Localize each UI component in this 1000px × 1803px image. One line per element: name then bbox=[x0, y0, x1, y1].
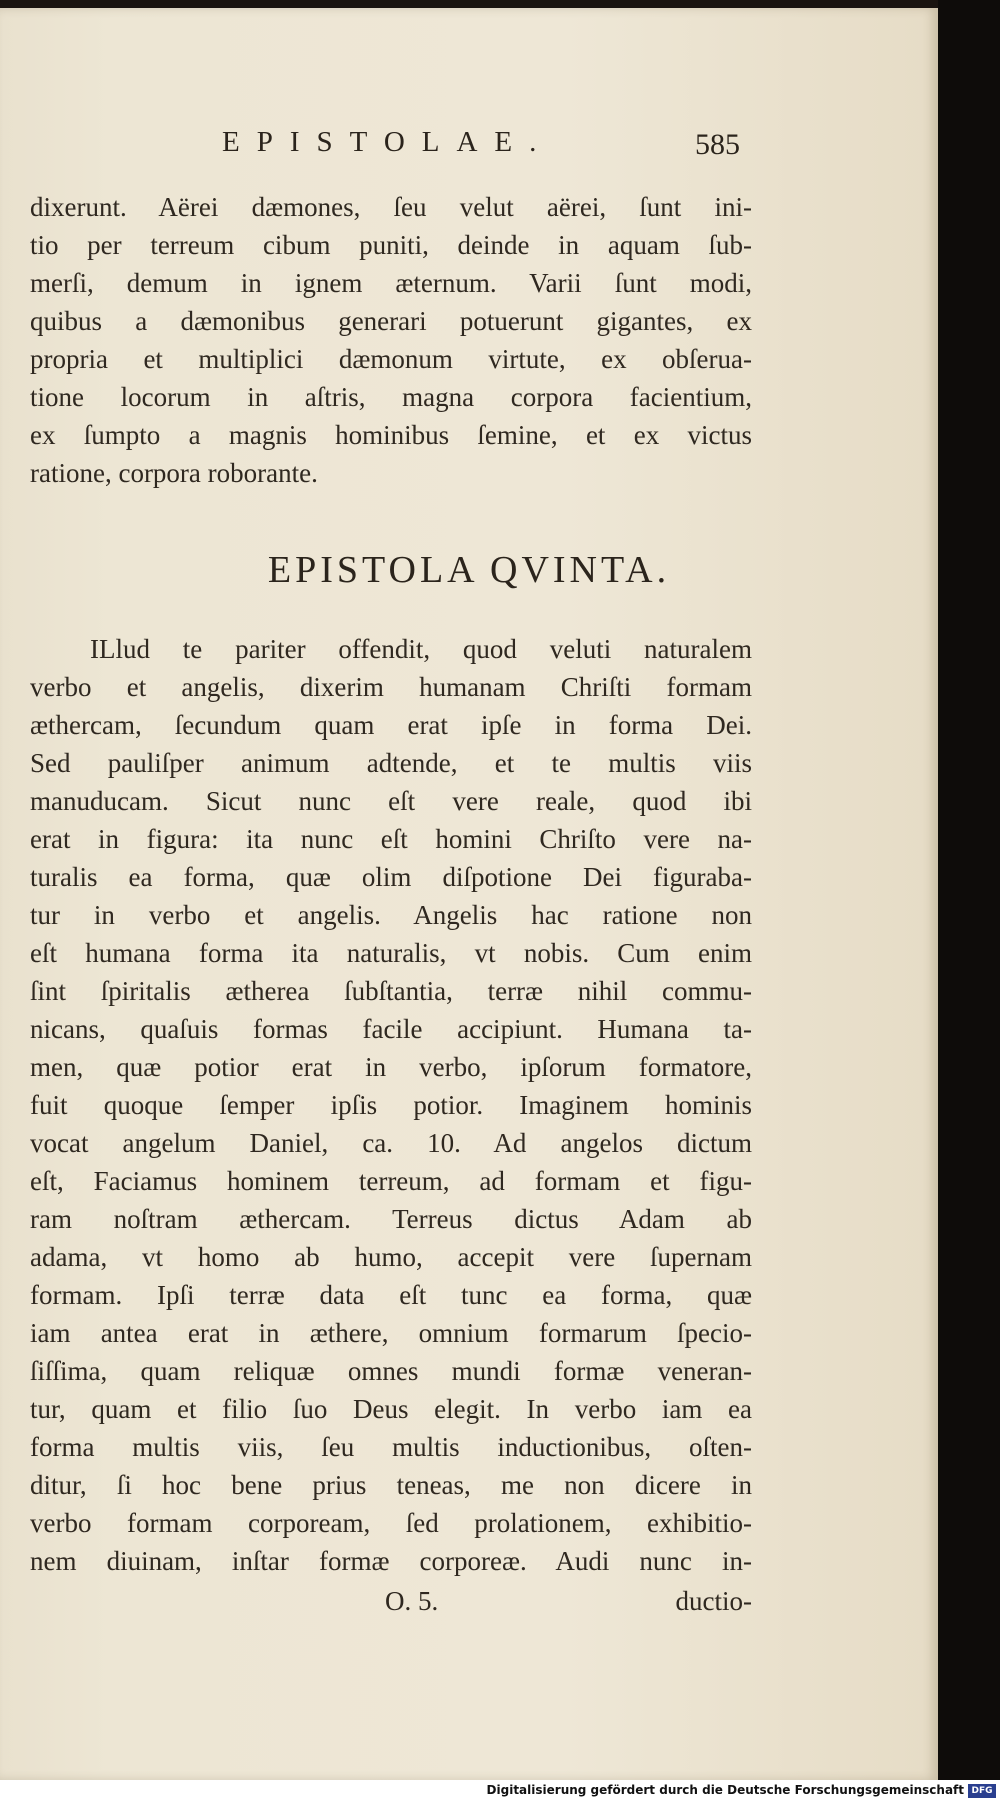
text-line: Sed pauliſper animum adtende, et te multis viis bbox=[30, 748, 752, 778]
top-paragraph bbox=[30, 188, 752, 492]
text-line: dixerunt. Aërei dæmones, ſeu velut aërei, ſunt ini- bbox=[30, 192, 752, 222]
signature-mark: O. 5. bbox=[385, 1586, 439, 1616]
text-line: nicans, quaſuis formas facile accipiunt. Humana ta- bbox=[30, 1014, 752, 1044]
text-line: ſiſſima, quam reliquæ omnes mundi formæ veneran- bbox=[30, 1356, 752, 1386]
text-line: erat in figura: ita nunc eſt homini Chriſto vere na- bbox=[30, 824, 752, 854]
text-line: nem diuinam, inſtar formæ corporeæ. Audi nunc in- bbox=[30, 1546, 752, 1576]
text-line: æthercam, ſecundum quam erat ipſe in forma Dei. bbox=[30, 710, 752, 740]
text-line: ex ſumpto a magnis hominibus ſemine, et ex victus bbox=[30, 420, 752, 450]
text-line: manuducam. Sicut nunc eſt vere reale, quod ibi bbox=[30, 786, 752, 816]
text-line: eſt humana forma ita naturalis, vt nobis. Cum enim bbox=[30, 938, 752, 968]
page-header bbox=[0, 126, 938, 166]
text-line: eſt, Faciamus hominem terreum, ad formam et figu- bbox=[30, 1166, 752, 1196]
text-line: adama, vt homo ab humo, accepit vere ſupernam bbox=[30, 1242, 752, 1272]
running-title: EPISTOLAE. bbox=[222, 126, 554, 158]
text-line: vocat angelum Daniel, ca. 10. Ad angelos dictum bbox=[30, 1128, 752, 1158]
text-line: ſint ſpiritalis ætherea ſubſtantia, terræ nihil commu- bbox=[30, 976, 752, 1006]
text-line: merſi, demum in ignem æternum. Varii ſunt modi, bbox=[30, 268, 752, 298]
page-number: 585 bbox=[695, 128, 740, 161]
scan-right-border bbox=[938, 0, 1000, 1780]
text-line: ram noſtram æthercam. Terreus dictus Adam ab bbox=[30, 1204, 752, 1234]
text-line: tur in verbo et angelis. Angelis hac ratione non bbox=[30, 900, 752, 930]
funding-credit: Digitalisierung gefördert durch die Deutsche Forschungsgemeinschaft bbox=[486, 1783, 964, 1797]
text-line: tur, quam et filio ſuo Deus elegit. In verbo iam ea bbox=[30, 1394, 752, 1424]
text-line: forma multis viis, ſeu multis inductionibus, oſten- bbox=[30, 1432, 752, 1462]
text-line: verbo formam corpoream, ſed prolationem, exhibitio- bbox=[30, 1508, 752, 1538]
epistle-heading: EPISTOLA QVINTA. bbox=[267, 549, 671, 591]
text-line: turalis ea forma, quæ olim diſpotione Dei figuraba- bbox=[30, 862, 752, 892]
scan-top-border bbox=[0, 0, 1000, 8]
page-foot bbox=[30, 1586, 752, 1624]
catchword: ductio- bbox=[675, 1586, 752, 1616]
text-line: ditur, ſi hoc bene prius teneas, me non dicere in bbox=[30, 1470, 752, 1500]
digitization-footer bbox=[0, 1780, 1000, 1803]
text-line: quibus a dæmonibus generari potuerunt gigantes, ex bbox=[30, 306, 752, 336]
text-line: men, quæ potior erat in verbo, ipſorum formatore, bbox=[30, 1052, 752, 1082]
text-line: ILlud te pariter offendit, quod veluti naturalem bbox=[90, 634, 752, 664]
text-line: fuit quoque ſemper ipſis potior. Imaginem hominis bbox=[30, 1090, 752, 1120]
text-line: tione locorum in aſtris, magna corpora facientium, bbox=[30, 382, 752, 412]
text-line: verbo et angelis, dixerim humanam Chriſti formam bbox=[30, 672, 752, 702]
text-line: formam. Ipſi terræ data eſt tunc ea forma, quæ bbox=[30, 1280, 752, 1310]
book-page bbox=[0, 8, 938, 1780]
dfg-logo-icon: DFG bbox=[968, 1784, 996, 1798]
main-paragraph bbox=[30, 630, 752, 1580]
text-line: ratione, corpora roborante. bbox=[30, 458, 318, 488]
text-line: tio per terreum cibum puniti, deinde in aquam ſub- bbox=[30, 230, 752, 260]
text-line: propria et multiplici dæmonum virtute, ex obſerua- bbox=[30, 344, 752, 374]
text-line: iam antea erat in æthere, omnium formarum ſpecio- bbox=[30, 1318, 752, 1348]
